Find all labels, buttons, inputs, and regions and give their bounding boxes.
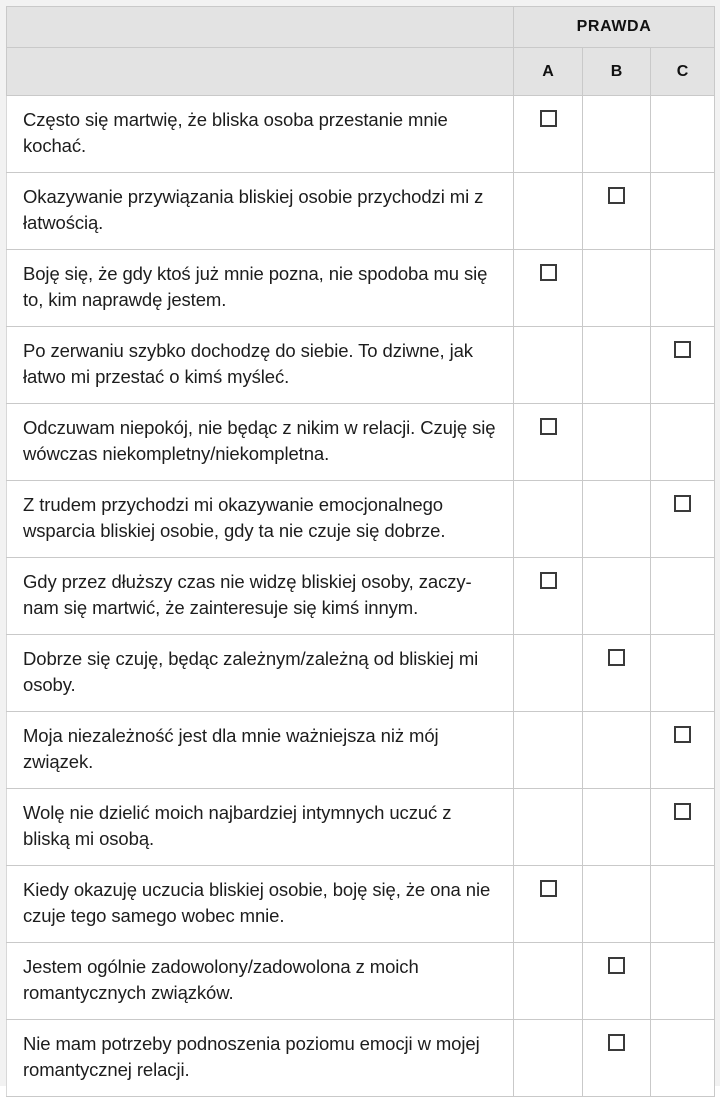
checkbox-b[interactable]	[608, 649, 625, 666]
question-text: Okazywanie przywiązania bliskiej osobie przychodzi mi z łatwością.	[7, 173, 514, 250]
question-text: Kiedy okazuję uczucia bliskiej osobie, boję się, że ona nie czuje tego samego wobec mnie.	[7, 866, 514, 943]
table-header	[7, 7, 715, 96]
answer-cell-c[interactable]	[651, 943, 715, 1020]
checkbox-a[interactable]	[540, 418, 557, 435]
answer-cell-a[interactable]	[514, 96, 583, 173]
table-body	[7, 96, 715, 1097]
answer-cell-c[interactable]	[651, 635, 715, 712]
answer-cell-b[interactable]	[583, 712, 651, 789]
question-text: Jestem ogólnie zadowolony/zadowolona z moich romantycznych związków.	[7, 943, 514, 1020]
table-row	[7, 943, 715, 1020]
column-header-b: B	[583, 48, 651, 96]
header-columns-row	[7, 48, 715, 96]
header-question-spacer	[7, 7, 514, 48]
header-group-label: PRAWDA	[514, 7, 715, 48]
answer-cell-b[interactable]	[583, 635, 651, 712]
question-text: Po zerwaniu szybko dochodzę do siebie. To dziwne, jak łatwo mi przestać o kimś myśleć.	[7, 327, 514, 404]
question-text: Moja niezależność jest dla mnie ważniejsza niż mój związek.	[7, 712, 514, 789]
answer-cell-a[interactable]	[514, 635, 583, 712]
checkbox-c[interactable]	[674, 495, 691, 512]
checkbox-a[interactable]	[540, 110, 557, 127]
question-text: Wolę nie dzielić moich najbardziej intymnych uczuć z bliską mi osobą.	[7, 789, 514, 866]
questionnaire-table	[6, 6, 715, 1097]
answer-cell-a[interactable]	[514, 866, 583, 943]
answer-cell-b[interactable]	[583, 866, 651, 943]
checkbox-b[interactable]	[608, 187, 625, 204]
table-row	[7, 1020, 715, 1097]
question-text: Nie mam potrzeby podnoszenia poziomu emocji w mojej romantycznej relacji.	[7, 1020, 514, 1097]
answer-cell-c[interactable]	[651, 250, 715, 327]
answer-cell-c[interactable]	[651, 173, 715, 250]
answer-cell-a[interactable]	[514, 789, 583, 866]
answer-cell-b[interactable]	[583, 96, 651, 173]
question-text: Gdy przez dłuższy czas nie widzę bliskiej osoby, zaczy- nam się martwić, że zainteresuje się kimś innym.	[7, 558, 514, 635]
answer-cell-c[interactable]	[651, 866, 715, 943]
column-header-a: A	[514, 48, 583, 96]
answer-cell-a[interactable]	[514, 250, 583, 327]
answer-cell-c[interactable]	[651, 789, 715, 866]
answer-cell-c[interactable]	[651, 96, 715, 173]
answer-cell-a[interactable]	[514, 173, 583, 250]
header-group-row	[7, 7, 715, 48]
table-row	[7, 173, 715, 250]
question-text: Dobrze się czuję, będąc zależnym/zależną od bliskiej mi osoby.	[7, 635, 514, 712]
answer-cell-b[interactable]	[583, 481, 651, 558]
answer-cell-b[interactable]	[583, 558, 651, 635]
answer-cell-b[interactable]	[583, 250, 651, 327]
checkbox-b[interactable]	[608, 957, 625, 974]
answer-cell-c[interactable]	[651, 1020, 715, 1097]
answer-cell-c[interactable]	[651, 404, 715, 481]
answer-cell-b[interactable]	[583, 173, 651, 250]
answer-cell-a[interactable]	[514, 1020, 583, 1097]
table-row	[7, 635, 715, 712]
answer-cell-b[interactable]	[583, 327, 651, 404]
answer-cell-a[interactable]	[514, 558, 583, 635]
answer-cell-a[interactable]	[514, 943, 583, 1020]
checkbox-a[interactable]	[540, 264, 557, 281]
answer-cell-a[interactable]	[514, 404, 583, 481]
table-row	[7, 481, 715, 558]
table-row	[7, 404, 715, 481]
question-text: Odczuwam niepokój, nie będąc z nikim w relacji. Czuję się wówczas niekompletny/niekompletna.	[7, 404, 514, 481]
checkbox-c[interactable]	[674, 803, 691, 820]
header-question-spacer-2	[7, 48, 514, 96]
question-text: Często się martwię, że bliska osoba przestanie mnie kochać.	[7, 96, 514, 173]
answer-cell-c[interactable]	[651, 712, 715, 789]
column-header-c: C	[651, 48, 715, 96]
answer-cell-b[interactable]	[583, 404, 651, 481]
table-row	[7, 327, 715, 404]
table-row	[7, 712, 715, 789]
question-text: Z trudem przychodzi mi okazywanie emocjonalnego wsparcia bliskiej osobie, gdy ta nie czuje się dobrze.	[7, 481, 514, 558]
table-row	[7, 558, 715, 635]
answer-cell-c[interactable]	[651, 558, 715, 635]
checkbox-a[interactable]	[540, 880, 557, 897]
answer-cell-b[interactable]	[583, 1020, 651, 1097]
answer-cell-a[interactable]	[514, 712, 583, 789]
checkbox-a[interactable]	[540, 572, 557, 589]
answer-cell-b[interactable]	[583, 943, 651, 1020]
answer-cell-c[interactable]	[651, 327, 715, 404]
checkbox-b[interactable]	[608, 1034, 625, 1051]
question-text: Boję się, że gdy ktoś już mnie pozna, nie spodoba mu się to, kim naprawdę jestem.	[7, 250, 514, 327]
table-row	[7, 96, 715, 173]
answer-cell-c[interactable]	[651, 481, 715, 558]
table-row	[7, 250, 715, 327]
table-row	[7, 866, 715, 943]
answer-cell-b[interactable]	[583, 789, 651, 866]
answer-cell-a[interactable]	[514, 327, 583, 404]
answer-cell-a[interactable]	[514, 481, 583, 558]
checkbox-c[interactable]	[674, 726, 691, 743]
table-row	[7, 789, 715, 866]
checkbox-c[interactable]	[674, 341, 691, 358]
